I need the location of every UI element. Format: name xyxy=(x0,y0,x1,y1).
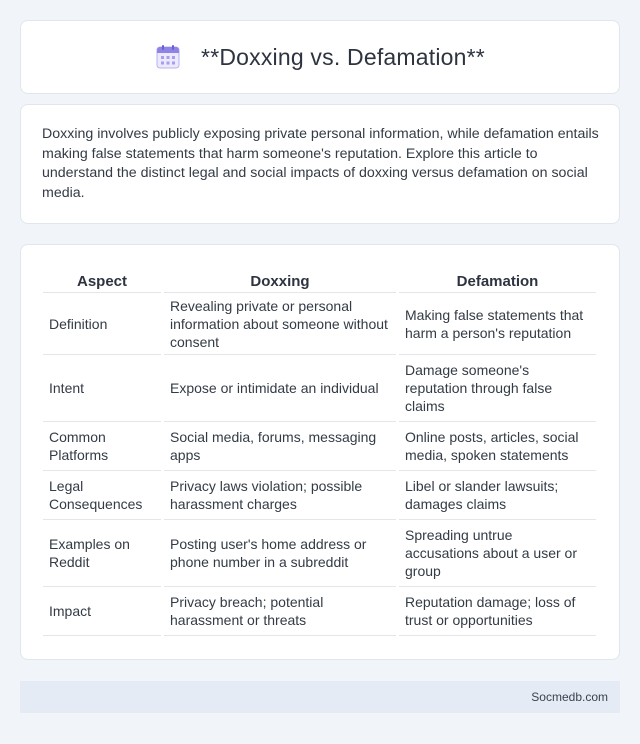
table-row xyxy=(43,293,596,355)
table-row xyxy=(43,520,596,587)
table-header-row xyxy=(43,265,596,293)
table-cell-aspect: Impact xyxy=(43,587,161,636)
calendar-icon xyxy=(155,44,181,70)
table-cell-doxxing: Expose or intimidate an individual xyxy=(164,355,396,422)
table-cell-doxxing: Posting user's home address or phone number in a subreddit xyxy=(164,520,396,587)
table-cell-defamation: Making false statements that harm a person's reputation xyxy=(399,293,596,355)
table-cell-doxxing: Social media, forums, messaging apps xyxy=(164,422,396,471)
table-cell-defamation: Spreading untrue accusations about a user or group xyxy=(399,520,596,587)
table-row xyxy=(43,471,596,520)
comparison-table xyxy=(40,265,599,636)
intro-card xyxy=(20,104,620,224)
table-cell-aspect: Examples on Reddit xyxy=(43,520,161,587)
table-cell-aspect: Legal Consequences xyxy=(43,471,161,520)
page-title: **Doxxing vs. Defamation** xyxy=(201,43,485,70)
table-row xyxy=(43,355,596,422)
title-card xyxy=(20,20,620,94)
table-cell-defamation: Online posts, articles, social media, spoken statements xyxy=(399,422,596,471)
column-header-aspect: Aspect xyxy=(43,265,161,293)
table-cell-aspect: Definition xyxy=(43,293,161,355)
footer xyxy=(20,681,620,713)
table-cell-doxxing: Revealing private or personal information about someone without consent xyxy=(164,293,396,355)
intro-text: Doxxing involves publicly exposing private personal information, while defamation entails making false statements that harm someone's reputation. Explore this article to understand the distinct legal and social impacts of doxxing versus defamation on social media. xyxy=(42,126,599,201)
column-header-doxxing: Doxxing xyxy=(164,265,396,293)
table-row xyxy=(43,587,596,636)
table-card xyxy=(20,244,620,660)
table-cell-aspect: Intent xyxy=(43,355,161,422)
column-header-defamation: Defamation xyxy=(399,265,596,293)
table-cell-defamation: Damage someone's reputation through false claims xyxy=(399,355,596,422)
table-cell-doxxing: Privacy breach; potential harassment or threats xyxy=(164,587,396,636)
table-cell-aspect: Common Platforms xyxy=(43,422,161,471)
footer-site-name: Socmedb.com xyxy=(531,690,608,704)
table-row xyxy=(43,422,596,471)
table-cell-doxxing: Privacy laws violation; possible harassment charges xyxy=(164,471,396,520)
table-cell-defamation: Libel or slander lawsuits; damages claims xyxy=(399,471,596,520)
table-cell-defamation: Reputation damage; loss of trust or opportunities xyxy=(399,587,596,636)
